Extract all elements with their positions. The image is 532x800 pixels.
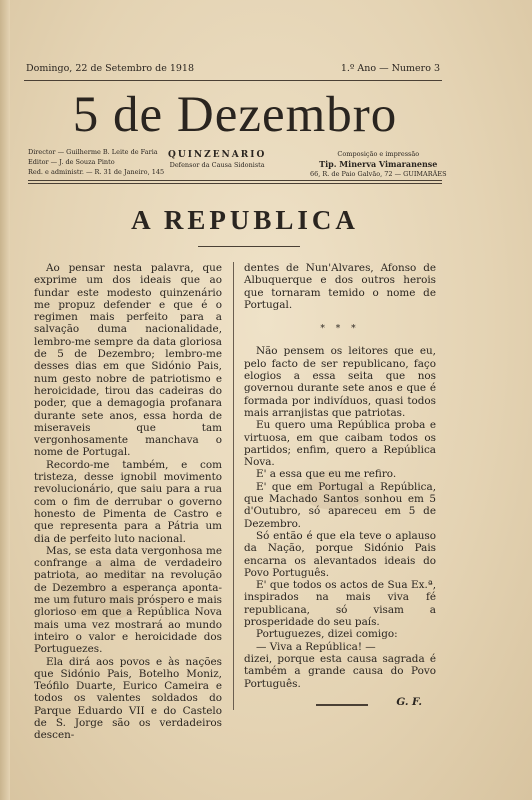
paragraph: E' que todos os actos de Sua Ex.ª, inspirados na mais viva fé republicana, só visam a prosperidade do seu país. xyxy=(244,579,436,629)
masthead-bottom-rule xyxy=(28,180,442,181)
paragraph: Só então é que ela teve o aplauso da Nação, porque Sidónio Pais encarna os alevantados ideais do Povo Português. xyxy=(244,529,436,579)
paragraph-continued: dentes de Nun'Alvares, Afonso de Albuquerque e dos outros herois que tornaram temido o nome de Portugal. xyxy=(244,262,436,311)
paragraph: E' a essa que eu me refiro. xyxy=(256,468,397,481)
paragraph: dizei, porque esta causa sagrada é também a grande causa do Povo Português. xyxy=(244,652,436,690)
masthead-top-rule xyxy=(24,80,442,81)
paragraph: Ao pensar nesta palavra, que exprime um dos ideais que ao fundar este modesto quinzenário me propuz defender e que é o regimen mais perfeito para a salvação duma nacionalidade, lembro-me sempre da data gloriosa de 5 de Dezembro; lembro-me desses dias em que Sidónio Pais, num gesto nobre de patriotismo e heroicidade, tirou das cadeiras do poder, que a demagogia profanara durante sete anos, essa horda de miseraveis que tam vergonhosamente manchava o nome de Portugal. xyxy=(34,262,222,459)
section-stars: * * * xyxy=(320,324,360,335)
issue-date: Domingo, 22 de Setembro de 1918 xyxy=(26,63,195,74)
article-end-rule xyxy=(316,704,368,706)
paragraph: Não pensem os leitores que eu, pelo facto de ser republicano, faço elogios a essa seita que nos governou durante sete anos e que é formada por indivíduos, quasi todos mais arranjistas que patriotas. xyxy=(244,345,436,419)
paragraph: Ela dirá aos povos e às nações que Sidónio Pais, Botelho Moniz, Teófilo Duarte, Eurico Cameira e todos os valentes soldados do Parque Eduardo VII e do Castelo de S. Jorge são os verdadeiros descen- xyxy=(34,655,222,742)
periodicity-label: QUINZENARIO xyxy=(168,150,267,160)
article-left-column xyxy=(34,262,222,742)
newspaper-motto: Defensor da Causa Sidonista xyxy=(169,161,265,169)
imprint-periodicity xyxy=(168,150,266,170)
paragraph: Portuguezes, dizei comigo: xyxy=(256,628,398,641)
imprint-address: Red. e administr. — R. 31 de Janeiro, 145 xyxy=(28,168,165,176)
author-signature: G. F. xyxy=(396,695,422,708)
paragraph: Mas, se esta data vergonhosa me confrange a alma de verdadeiro patriota, ao meditar na revolução de Dezembro a esperança aponta-me um futuro mais próspero e mais glorioso em que a República Nova mais uma vez mostrará ao mundo inteiro o valor e heroicidade dos Portuguezes. xyxy=(34,544,222,656)
issue-number: 1.º Ano — Numero 3 xyxy=(340,63,440,74)
article-right-column xyxy=(244,262,436,708)
column-divider xyxy=(233,262,234,710)
paragraph: E' que em Portugal a República, que Machado Santos sonhou em 5 d'Outubro, só apareceu em 5 de Dezembro. xyxy=(244,480,436,530)
masthead-bottom-rule-2 xyxy=(28,183,442,184)
masthead-title: 5 de Dezembro xyxy=(72,87,398,143)
printer-address: 66, R. de Paio Galvão, 72 — GUIMARÃES xyxy=(310,170,447,178)
imprint-editor: Editor — J. de Souza Pinto xyxy=(28,158,115,166)
paragraph: Recordo-me também, e com tristeza, desse ignobil movimento revolucionário, que saiu para a rua com o fim de derrubar o governo honesto de Pimenta de Castro e que representa para a Pátria um dia de perfeito luto nacional. xyxy=(34,458,222,545)
headline-rule xyxy=(198,246,300,247)
printer-name: Tip. Minerva Vimaranense xyxy=(319,159,438,169)
paragraph: Eu quero uma República proba e virtuosa, em que caibam todos os partidos; enfim, quero a República Nova. xyxy=(244,419,436,469)
paragraph: — Viva a República! — xyxy=(256,640,376,653)
article-headline: A REPUBLICA xyxy=(131,205,359,235)
imprint-printer xyxy=(310,149,447,179)
imprint-staff xyxy=(28,147,164,177)
printer-label: Composição e impressão xyxy=(337,150,420,158)
imprint-director: Director — Guilherme B. Leite de Faria xyxy=(28,148,158,156)
